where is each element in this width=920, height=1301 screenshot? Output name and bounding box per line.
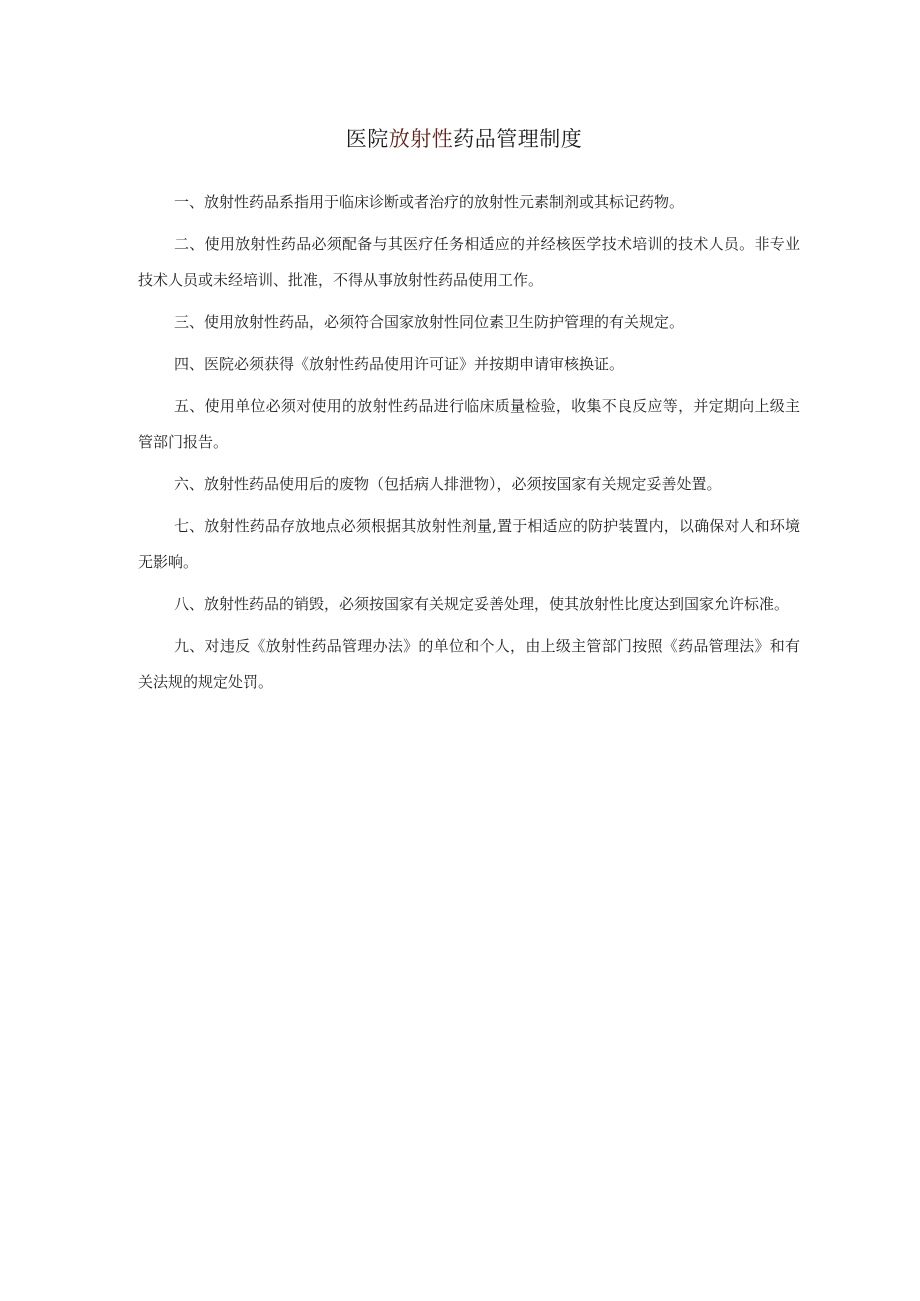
paragraph-6: 六、放射性药品使用后的废物（包括病人排泄物），必须按国家有关规定妥善处置。 — [174, 475, 722, 493]
paragraph-4: 四、医院必须获得《放射性药品使用许可证》并按期申请审核换证。 — [174, 355, 625, 373]
title-suffix: 药品管理制度 — [453, 127, 583, 151]
paragraph-3: 三、使用放射性药品，必须符合国家放射性同位素卫生防护管理的有关规定。 — [174, 313, 685, 331]
paragraph-7: 七、放射性药品存放地点必须根据其放射性剂量,置于相适应的防护装置内，以确保对人和环境无影响。 — [138, 517, 800, 571]
document-body — [138, 184, 800, 706]
title-accent: 放射性 — [388, 127, 454, 151]
paragraph-8: 八、放射性药品的销毁，必须按国家有关规定妥善处理，使其放射性比度达到国家允许标准。 — [174, 595, 790, 613]
paragraph-5: 五、使用单位必须对使用的放射性药品进行临床质量检验，收集不良反应等，并定期向上级主管部门报告。 — [138, 397, 800, 451]
paragraph-2: 二、使用放射性药品必须配备与其医疗任务相适应的并经核医学技术培训的技术人员。非专业技术人员或未经培训、批准，不得从事放射性药品使用工作。 — [138, 235, 800, 289]
title-prefix: 医院 — [345, 127, 389, 151]
paragraph-1: 一、放射性药品系指用于临床诊断或者治疗的放射性元素制剂或其标记药物。 — [174, 193, 685, 211]
page-title — [0, 124, 920, 154]
paragraph-9: 九、对违反《放射性药品管理办法》的单位和个人，由上级主管部门按照《药品管理法》和有关法规的规定处罚。 — [138, 637, 800, 691]
